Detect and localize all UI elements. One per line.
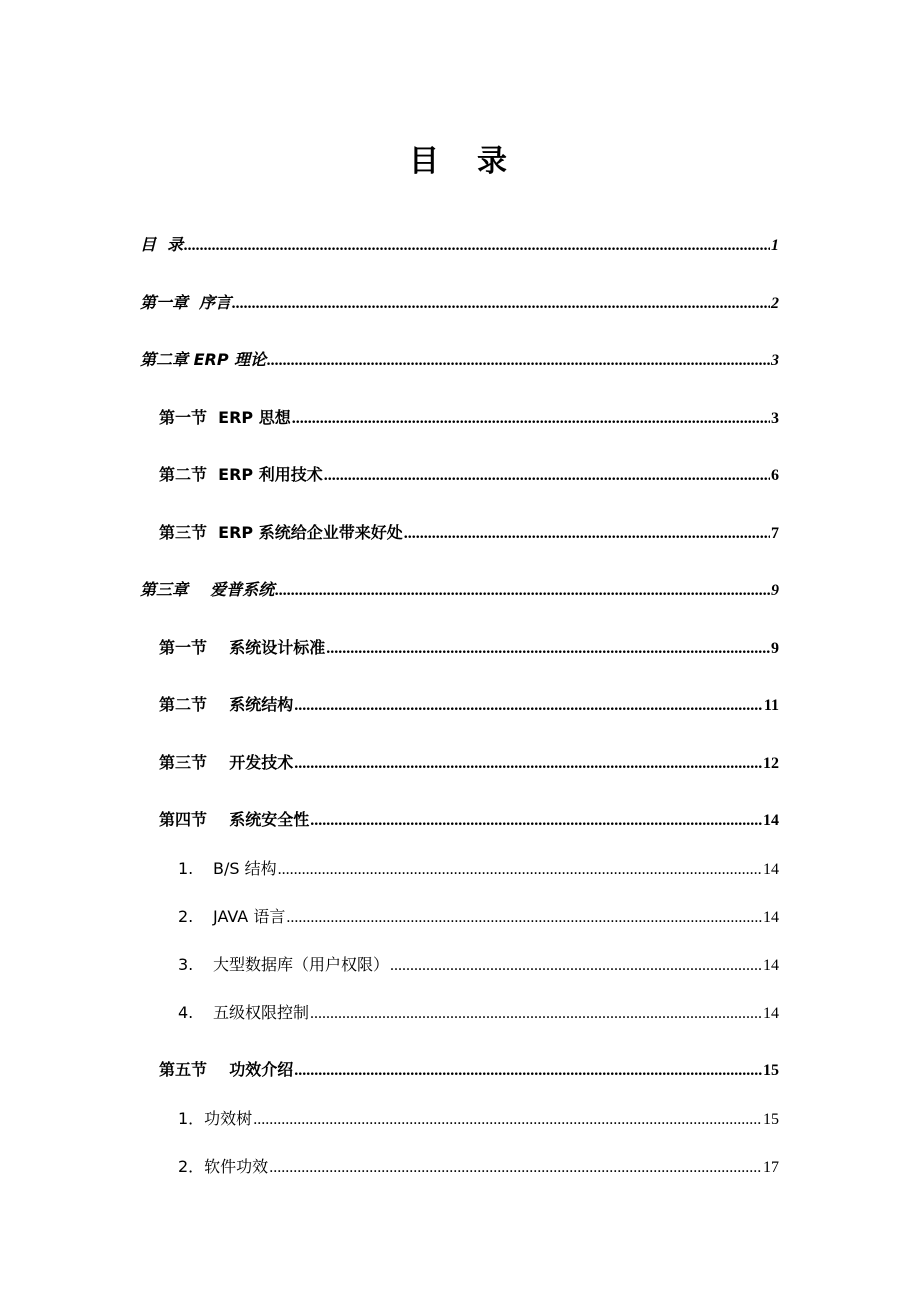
toc-entry[interactable]: [159, 405, 779, 428]
toc-entry[interactable]: [140, 232, 779, 255]
toc-leader-dots: [310, 1005, 762, 1023]
toc-entry-page: 6: [771, 467, 779, 484]
toc-entry-label: 目 录: [140, 235, 184, 254]
toc-entry[interactable]: [178, 952, 779, 975]
toc-entry[interactable]: [178, 904, 779, 927]
toc-entry-number: 4.: [178, 1003, 194, 1022]
toc-entry[interactable]: [159, 807, 779, 830]
toc-entry-page: 1: [771, 237, 779, 254]
toc-leader-dots: [232, 295, 770, 313]
toc-entry-page: 15: [763, 1111, 779, 1128]
toc-entry[interactable]: [140, 347, 779, 370]
toc-leader-dots: [267, 352, 770, 370]
toc-entry-number: 3.: [178, 955, 194, 974]
toc-entry[interactable]: [159, 750, 779, 773]
toc-entry-label: [178, 1000, 309, 1023]
toc-entry-label: 第三节 开发技术: [159, 753, 294, 772]
page-title: 目 录: [409, 144, 511, 179]
toc-entry-page: 14: [763, 957, 779, 974]
toc-leader-dots: [294, 1062, 762, 1080]
toc-entry-label: 第二章 ERP 理论: [140, 350, 267, 369]
toc-leader-dots: [294, 755, 762, 773]
toc-entry-label: 第四节 系统安全性: [159, 810, 310, 829]
toc-entry-page: 15: [763, 1062, 779, 1079]
toc-entry-label: 第五节 功效介绍: [159, 1060, 294, 1079]
toc-leader-dots: [326, 640, 770, 658]
toc-entry-label: 1．功效树: [178, 1109, 253, 1128]
toc-entry[interactable]: [159, 520, 779, 543]
toc-leader-dots: [184, 237, 770, 255]
toc-entry-text: 大型数据库（用户权限）: [213, 955, 390, 974]
toc-leader-dots: [292, 410, 770, 428]
toc-entry-label: [178, 952, 389, 975]
toc-leader-dots: [269, 1159, 762, 1177]
toc-entry[interactable]: [140, 577, 779, 600]
toc-entry[interactable]: [178, 1154, 779, 1177]
toc-entry-page: 7: [771, 525, 779, 542]
toc-entry-label: [178, 856, 277, 879]
toc-entry-number: 1.: [178, 859, 194, 878]
toc-entry-text: 五级权限控制: [213, 1003, 310, 1022]
toc-leader-dots: [404, 525, 770, 543]
toc-entry-page: 3: [771, 410, 779, 427]
toc-entry-label: 2．软件功效: [178, 1157, 269, 1176]
toc-entry-page: 14: [763, 1005, 779, 1022]
toc-entry-label: 第三章 爱普系统: [140, 580, 275, 599]
toc-entry-label: 第一章 序言: [140, 293, 232, 312]
toc-entry-label: 第二节 ERP 利用技术: [159, 465, 323, 484]
toc-entry-text: JAVA 语言: [213, 907, 286, 926]
toc-entry[interactable]: [159, 1057, 779, 1080]
toc-entry-page: 9: [771, 640, 779, 657]
toc-entry[interactable]: [159, 462, 779, 485]
toc-entry[interactable]: [178, 1000, 779, 1023]
toc-leader-dots: [278, 861, 762, 879]
toc-entry[interactable]: [178, 1106, 779, 1129]
toc-entry-page: 2: [771, 295, 779, 312]
toc-entry[interactable]: [159, 692, 779, 715]
toc-entry-label: 第二节 系统结构: [159, 695, 294, 714]
toc-entry-text: B/S 结构: [213, 859, 277, 878]
toc-leader-dots: [324, 467, 770, 485]
toc-entry-page: 14: [763, 861, 779, 878]
toc-leader-dots: [294, 697, 763, 715]
toc-entry-page: 9: [771, 582, 779, 599]
toc-leader-dots: [275, 582, 770, 600]
toc-entry-page: 14: [763, 909, 779, 926]
toc-entry-page: 12: [763, 755, 779, 772]
toc-leader-dots: [286, 909, 762, 927]
toc-entry[interactable]: [159, 635, 779, 658]
toc-entry[interactable]: [140, 290, 779, 313]
toc-entry-label: 第一节 系统设计标准: [159, 638, 326, 657]
toc-entry-page: 3: [771, 352, 779, 369]
toc-entry-page: 14: [763, 812, 779, 829]
toc-leader-dots: [253, 1111, 762, 1129]
toc-entry-label: 第三节 ERP 系统给企业带来好处: [159, 523, 403, 542]
toc-entry-label: [178, 904, 285, 927]
toc-entry-page: 17: [763, 1159, 779, 1176]
toc-entry-page: 11: [763, 697, 779, 714]
toc-leader-dots: [310, 812, 762, 830]
toc-leader-dots: [390, 957, 762, 975]
toc-entry-number: 2.: [178, 907, 194, 926]
toc-entry-label: 第一节 ERP 思想: [159, 408, 291, 427]
toc-entry[interactable]: [178, 856, 779, 879]
